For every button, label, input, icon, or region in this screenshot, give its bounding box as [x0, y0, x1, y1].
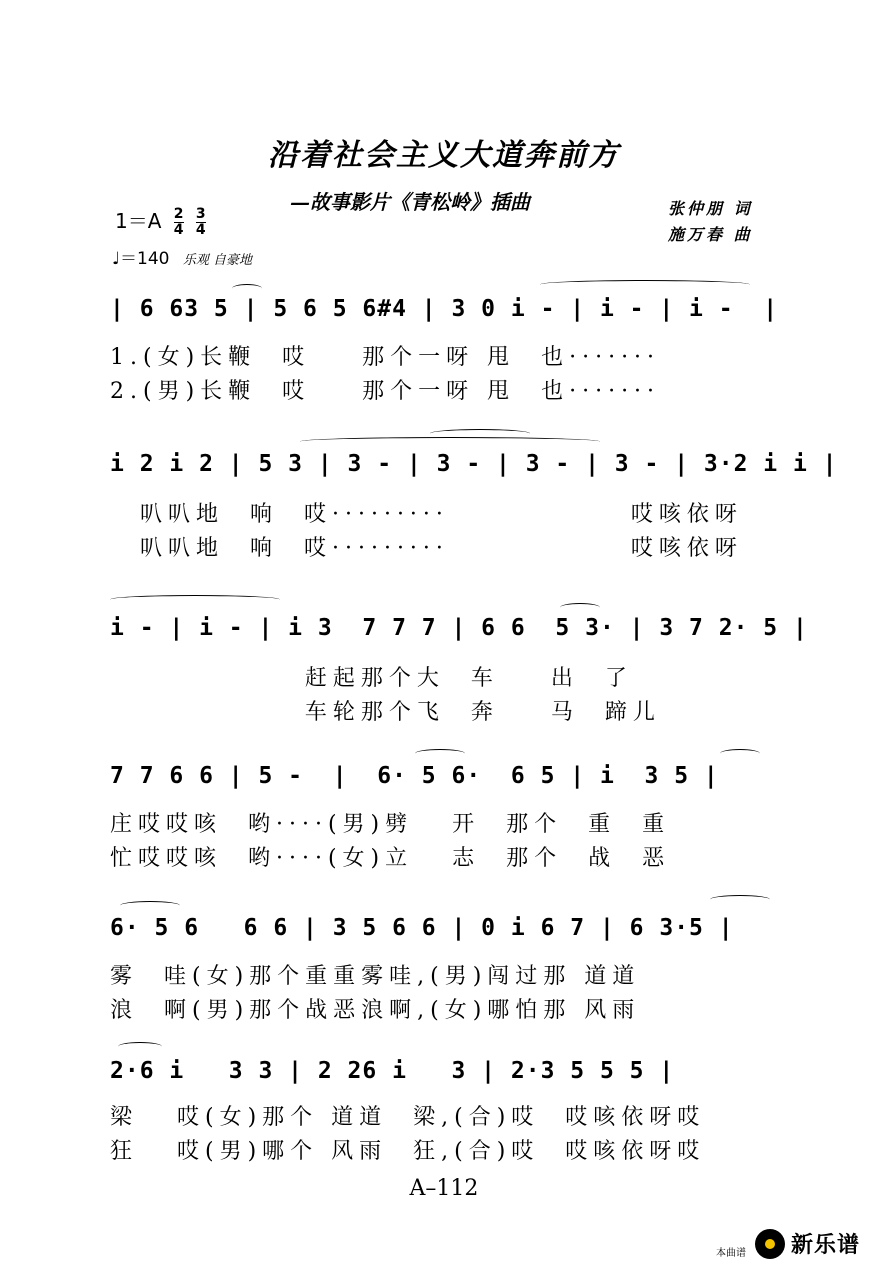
- lyrics-line-5-verse-1: 雾 哇(女)那个重重雾哇,(男)闯过那 道道: [110, 964, 641, 989]
- lyrics-line-4-verse-1: 庄哎哎咳 哟····(男)劈 开 那个 重 重: [110, 812, 671, 837]
- lyrics-line-2-verse-1: 叭叭地 响 哎········· 哎咳依呀: [140, 502, 743, 527]
- score-line-3: [110, 595, 808, 725]
- lyrics-line-1-verse-1: 1.(女)长鞭 哎 那个一呀 甩 也·······: [110, 345, 661, 370]
- score-line-4: [110, 745, 790, 875]
- logo-text: 新乐谱: [791, 1233, 861, 1258]
- lyrics-line-6-verse-1: 梁 哎(女)那个 道道 梁,(合)哎 哎咳依呀哎: [110, 1105, 706, 1130]
- tempo-value: ♩＝140: [112, 249, 170, 269]
- notation-line-3: i - | i - | i 3 7 7 7 | 6 6 5 3· | 3 7 2· 5 |: [110, 615, 808, 641]
- lyrics-line-5-verse-2: 浪 啊(男)那个战恶浪啊,(女)哪怕那 风雨: [110, 998, 641, 1023]
- composer-credit: 施万春 曲: [668, 225, 753, 244]
- song-subtitle: —故事影片《青松岭》插曲: [290, 190, 530, 214]
- record-disc-icon: [755, 1229, 785, 1259]
- page-number: A–112: [409, 1176, 479, 1201]
- expression-mark: 乐观 自豪地: [182, 253, 253, 268]
- lyrics-line-2-verse-2: 叭叭地 响 哎········· 哎咳依呀: [140, 536, 743, 561]
- notation-line-2: i 2 i 2 | 5 3 | 3 - | 3 - | 3 - | 3 - | 3·2 i i |: [110, 451, 838, 477]
- notation-line-4: 7 7 6 6 | 5 - | 6· 5 6· 6 5 | i 3 5 |: [110, 763, 719, 789]
- lyrics-line-4-verse-2: 忙哎哎咳 哟····(女)立 志 那个 战 恶: [110, 846, 671, 871]
- lyrics-line-6-verse-2: 狂 哎(男)哪个 风雨 狂,(合)哎 哎咳依呀哎: [110, 1139, 706, 1164]
- time-signature-2-4: $\frac{2}{4}$: [173, 206, 184, 238]
- score-line-2: [110, 435, 838, 565]
- score-line-6: [110, 1040, 790, 1170]
- key-signature: [115, 205, 206, 238]
- footer-note: 本曲谱: [716, 1248, 746, 1259]
- song-title: 沿着社会主义大道奔前方: [268, 138, 620, 173]
- lyricist-credit: 张仲朋 词: [668, 199, 753, 218]
- lyrics-line-3-verse-2: 车轮那个飞 奔 马 蹄儿: [110, 700, 661, 725]
- score-line-1: [110, 290, 790, 410]
- notation-line-6: 2·6 i 3 3 | 2 26 i 3 | 2·3 5 5 5 |: [110, 1058, 675, 1084]
- score-line-5: [110, 895, 790, 1025]
- notation-line-5: 6· 5 6 6 6 | 3 5 6 6 | 0 i 6 7 | 6 3·5 |: [110, 915, 734, 941]
- time-signature-3-4: $\frac{3}{4}$: [195, 206, 206, 238]
- tempo-mark: [112, 244, 252, 269]
- notation-line-1: | 6 63 5 | 5 6 5 6#4 | 3 0 i - | i - | i - |: [110, 296, 779, 322]
- site-logo: [755, 1228, 860, 1259]
- lyrics-line-3-verse-1: 赶起那个大 车 出 了: [110, 666, 633, 691]
- lyrics-line-1-verse-2: 2.(男)长鞭 哎 那个一呀 甩 也·······: [110, 379, 661, 404]
- key-label: 1＝A: [115, 209, 162, 233]
